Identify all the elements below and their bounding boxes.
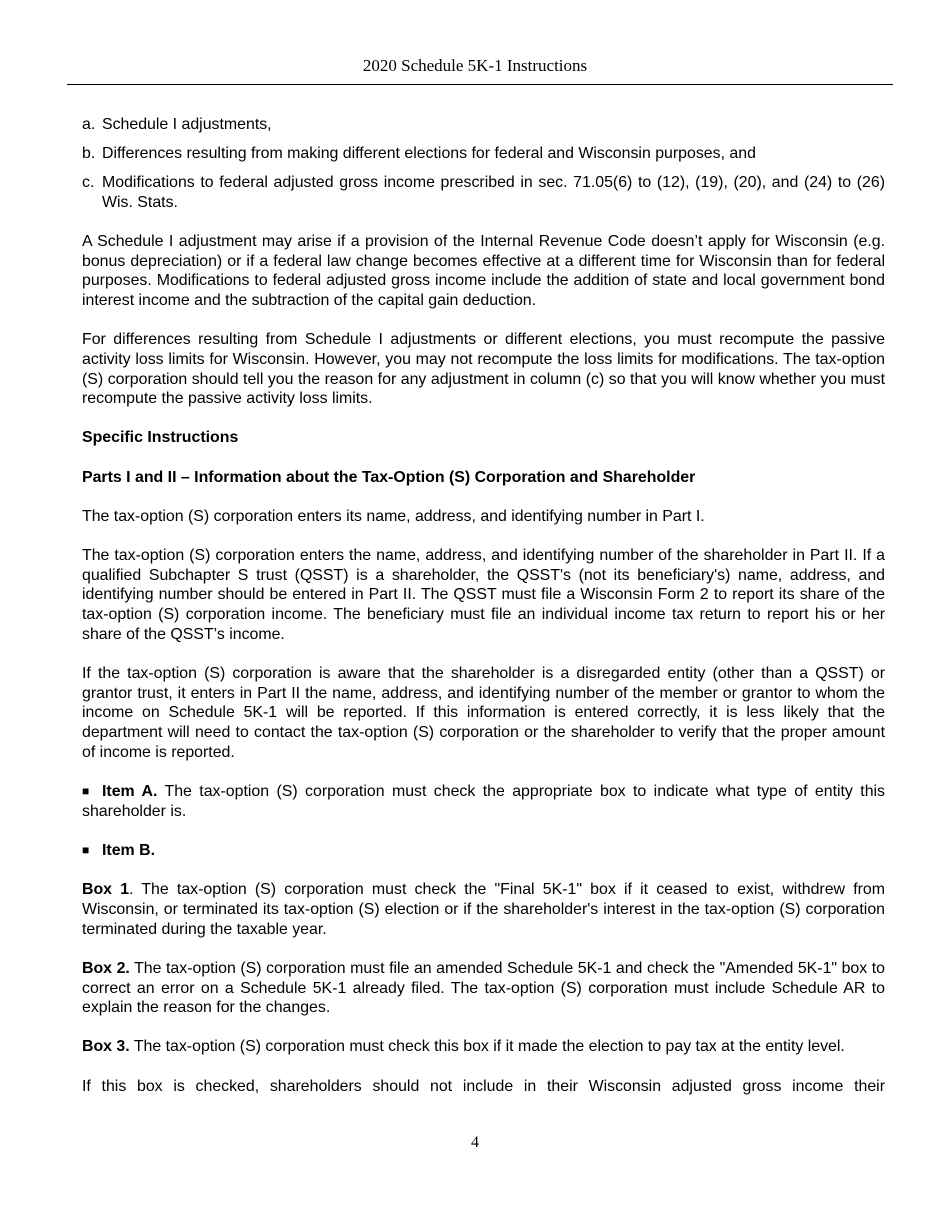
list-text: Differences resulting from making different elections for federal and Wisconsin purposes, and	[102, 145, 756, 163]
paragraph-part-i: The tax-option (S) corporation enters its name, address, and identifying number in Part I.	[82, 507, 705, 525]
square-bullet-icon: ■	[82, 842, 90, 857]
list-item	[82, 115, 885, 135]
box-3-text: The tax-option (S) corporation must check this box if it made the election to pay tax at the entity level.	[129, 1038, 845, 1056]
box-3	[82, 1037, 885, 1057]
box-1	[82, 880, 885, 939]
box-3-label: Box 3.	[82, 1038, 130, 1056]
paragraph-disregarded-entity: If the tax-option (S) corporation is aware that the shareholder is a disregarded entity (other than a QSST) or grantor trust, it enters in Part II the name, address, and identifying number of the member or grantor to whom the income on Schedule 5K-1 will be reported. If this information is entered correctly, it is less likely that the department will need to contact the tax-option (S) corporation or the shareholder to verify that the proper amount of income is reported.	[82, 665, 885, 761]
list-label: a.	[82, 116, 96, 133]
paragraph-box-checked: If this box is checked, shareholders should not include in their Wisconsin adjusted gross income their	[82, 1077, 885, 1095]
list-label: c.	[82, 174, 95, 192]
item-b	[82, 841, 885, 861]
box-1-label: Box 1	[82, 881, 130, 899]
box-1-text: . The tax-option (S) corporation must check the "Final 5K-1" box if it ceased to exist, withdrew from Wisconsin, or terminated its tax-option (S) election or if the shareholder's interest in the tax-option (S) corporation terminated during the taxable year.	[82, 881, 885, 938]
heading-parts-i-ii: Parts I and II – Information about the Tax-Option (S) Corporation and Shareholder	[82, 468, 696, 486]
list-item	[82, 173, 885, 212]
paragraph-part-ii: The tax-option (S) corporation enters the name, address, and identifying number of the shareholder in Part II. If a qualified Subchapter S trust (QSST) is a shareholder, the QSST's (not its beneficiary's) name, address, and identifying number should be entered in Part II. The QSST must file a Wisconsin Form 2 to report its share of the tax-option (S) corporation income. The beneficiary must file an individual income tax return to report his or her share of the QSST’s income.	[82, 547, 885, 643]
header-rule	[67, 84, 893, 85]
list-item	[82, 144, 885, 164]
box-2	[82, 959, 885, 1018]
page-number: 4	[471, 1134, 479, 1151]
box-2-text: The tax-option (S) corporation must file an amended Schedule 5K-1 and check the "Amended 5K-1" box to correct an error on a Schedule 5K-1 already filed. The tax-option (S) corporation must include Schedule AR to explain the reason for the changes.	[82, 959, 886, 1017]
item-b-label: Item B.	[102, 841, 155, 859]
heading-specific-instructions: Specific Instructions	[82, 429, 239, 447]
page-header: 2020 Schedule 5K-1 Instructions	[362, 56, 588, 75]
square-bullet-icon: ■	[82, 784, 90, 799]
paragraph-passive-loss: For differences resulting from Schedule I adjustments or different elections, you must recompute the passive activity loss limits for Wisconsin. However, you may not recompute the loss limits for modifications. The tax-option (S) corporation should tell you the reason for any adjustment in column (c) so that you will know whether you must recompute the passive activity loss limits.	[82, 331, 885, 408]
item-a	[82, 782, 885, 821]
item-a-text: The tax-option (S) corporation must check the appropriate box to indicate what type of entity this shareholder is.	[82, 783, 886, 820]
document-body	[82, 115, 885, 1096]
paragraph-schedule-i: A Schedule I adjustment may arise if a provision of the Internal Revenue Code doesn’t apply for Wisconsin (e.g. bonus depreciation) or if a federal law change becomes effective at a different time for Wisconsin than for federal purposes. Modifications to federal adjusted gross income include the addition of state and local government bond interest income and the subtraction of the capital gain deduction.	[82, 232, 885, 309]
list-text: Schedule I adjustments,	[102, 116, 272, 133]
box-2-label: Box 2.	[82, 959, 130, 977]
item-a-label: Item A.	[102, 783, 158, 801]
list-text: Modifications to federal adjusted gross income prescribed in sec. 71.05(6) to (12), (19), (20), and (24) to (26) Wis. Stats.	[102, 174, 885, 212]
list-label: b.	[82, 145, 96, 163]
